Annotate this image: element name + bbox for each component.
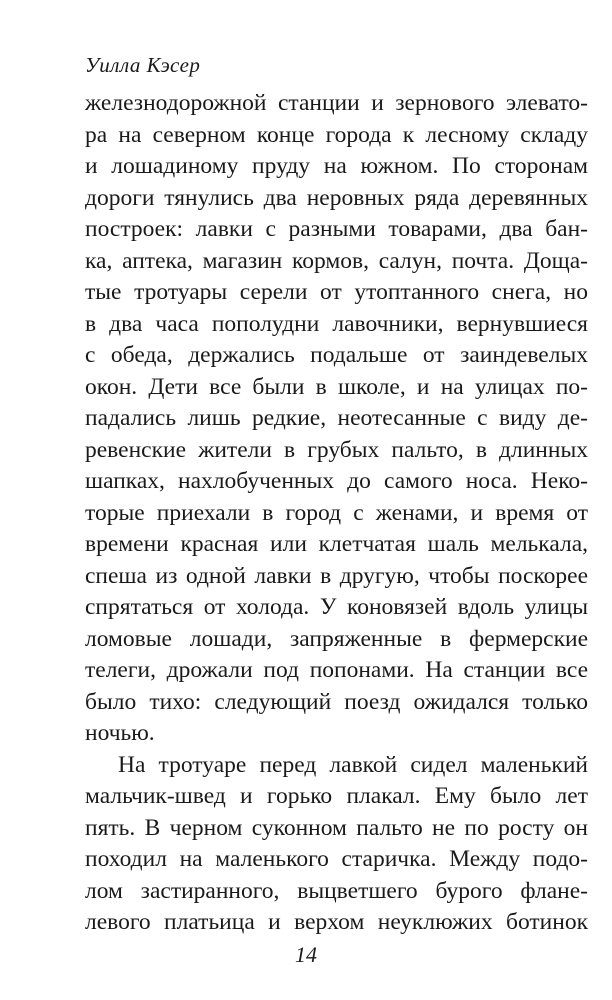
text-line: с обеда, держались подальше от заиндевелых xyxy=(85,342,588,368)
text-line: телеги, дрожали под попонами. На станции все xyxy=(85,657,588,683)
text-line: падались лишь редкие, неотесанные с виду де- xyxy=(85,405,588,431)
text-line: походил на маленького старичка. Между подо- xyxy=(85,846,588,872)
text-line: ломовые лошади, запряженные в фермерские xyxy=(85,625,588,652)
text-line: ра на северном конце города к лесному складу xyxy=(85,121,588,148)
text-line: в два часа пополудни лавочники, вернувшиеся xyxy=(85,310,588,337)
running-head-author: Уилла Кэсер xyxy=(85,53,201,77)
text-line: На тротуаре перед лавкой сидел маленький xyxy=(118,751,588,778)
body-text xyxy=(85,88,588,939)
text-line: железнодорожной станции и зернового элевато- xyxy=(85,90,588,116)
text-line: спеша из одной лавки в другую, чтобы поскорее xyxy=(85,562,588,589)
page-number: 14 xyxy=(295,942,317,967)
paragraph xyxy=(85,88,588,750)
text-line: тые тротуары серели от утоптанного снега, но xyxy=(85,279,588,305)
text-line: построек: лавки с разными товарами, два бан- xyxy=(85,216,588,242)
text-line: дороги тянулись два неровных ряда деревянных xyxy=(85,184,588,211)
paragraph xyxy=(85,750,588,939)
text-line: времени красная или клетчатая шаль мелькала, xyxy=(85,531,588,557)
text-line: ревенские жители в грубых пальто, в длинных xyxy=(85,436,588,463)
text-line: спрятаться от холода. У коновязей вдоль улицы xyxy=(85,594,588,620)
text-line: торые приехали в город с женами, и время от xyxy=(85,499,588,526)
text-line: ночью. xyxy=(85,720,155,746)
text-line: ка, аптека, магазин кормов, салун, почта. Доща- xyxy=(85,247,588,274)
text-line: левого платьица и верхом неуклюжих ботинок xyxy=(85,909,588,935)
text-line: и лошадиному пруду на южном. По сторонам xyxy=(85,153,588,179)
text-line: окон. Дети все были в школе, и на улицах по- xyxy=(85,373,588,400)
text-line: было тихо: следующий поезд ожидался только xyxy=(85,688,588,715)
text-line: пять. В черном суконном пальто не по росту он xyxy=(85,814,588,841)
text-line: шапках, нахлобученных до самого носа. Неко- xyxy=(85,468,588,494)
text-line: мальчик-швед и горько плакал. Ему было лет xyxy=(85,783,588,809)
text-line: лом застиранного, выцветшего бурого флане- xyxy=(85,877,588,904)
